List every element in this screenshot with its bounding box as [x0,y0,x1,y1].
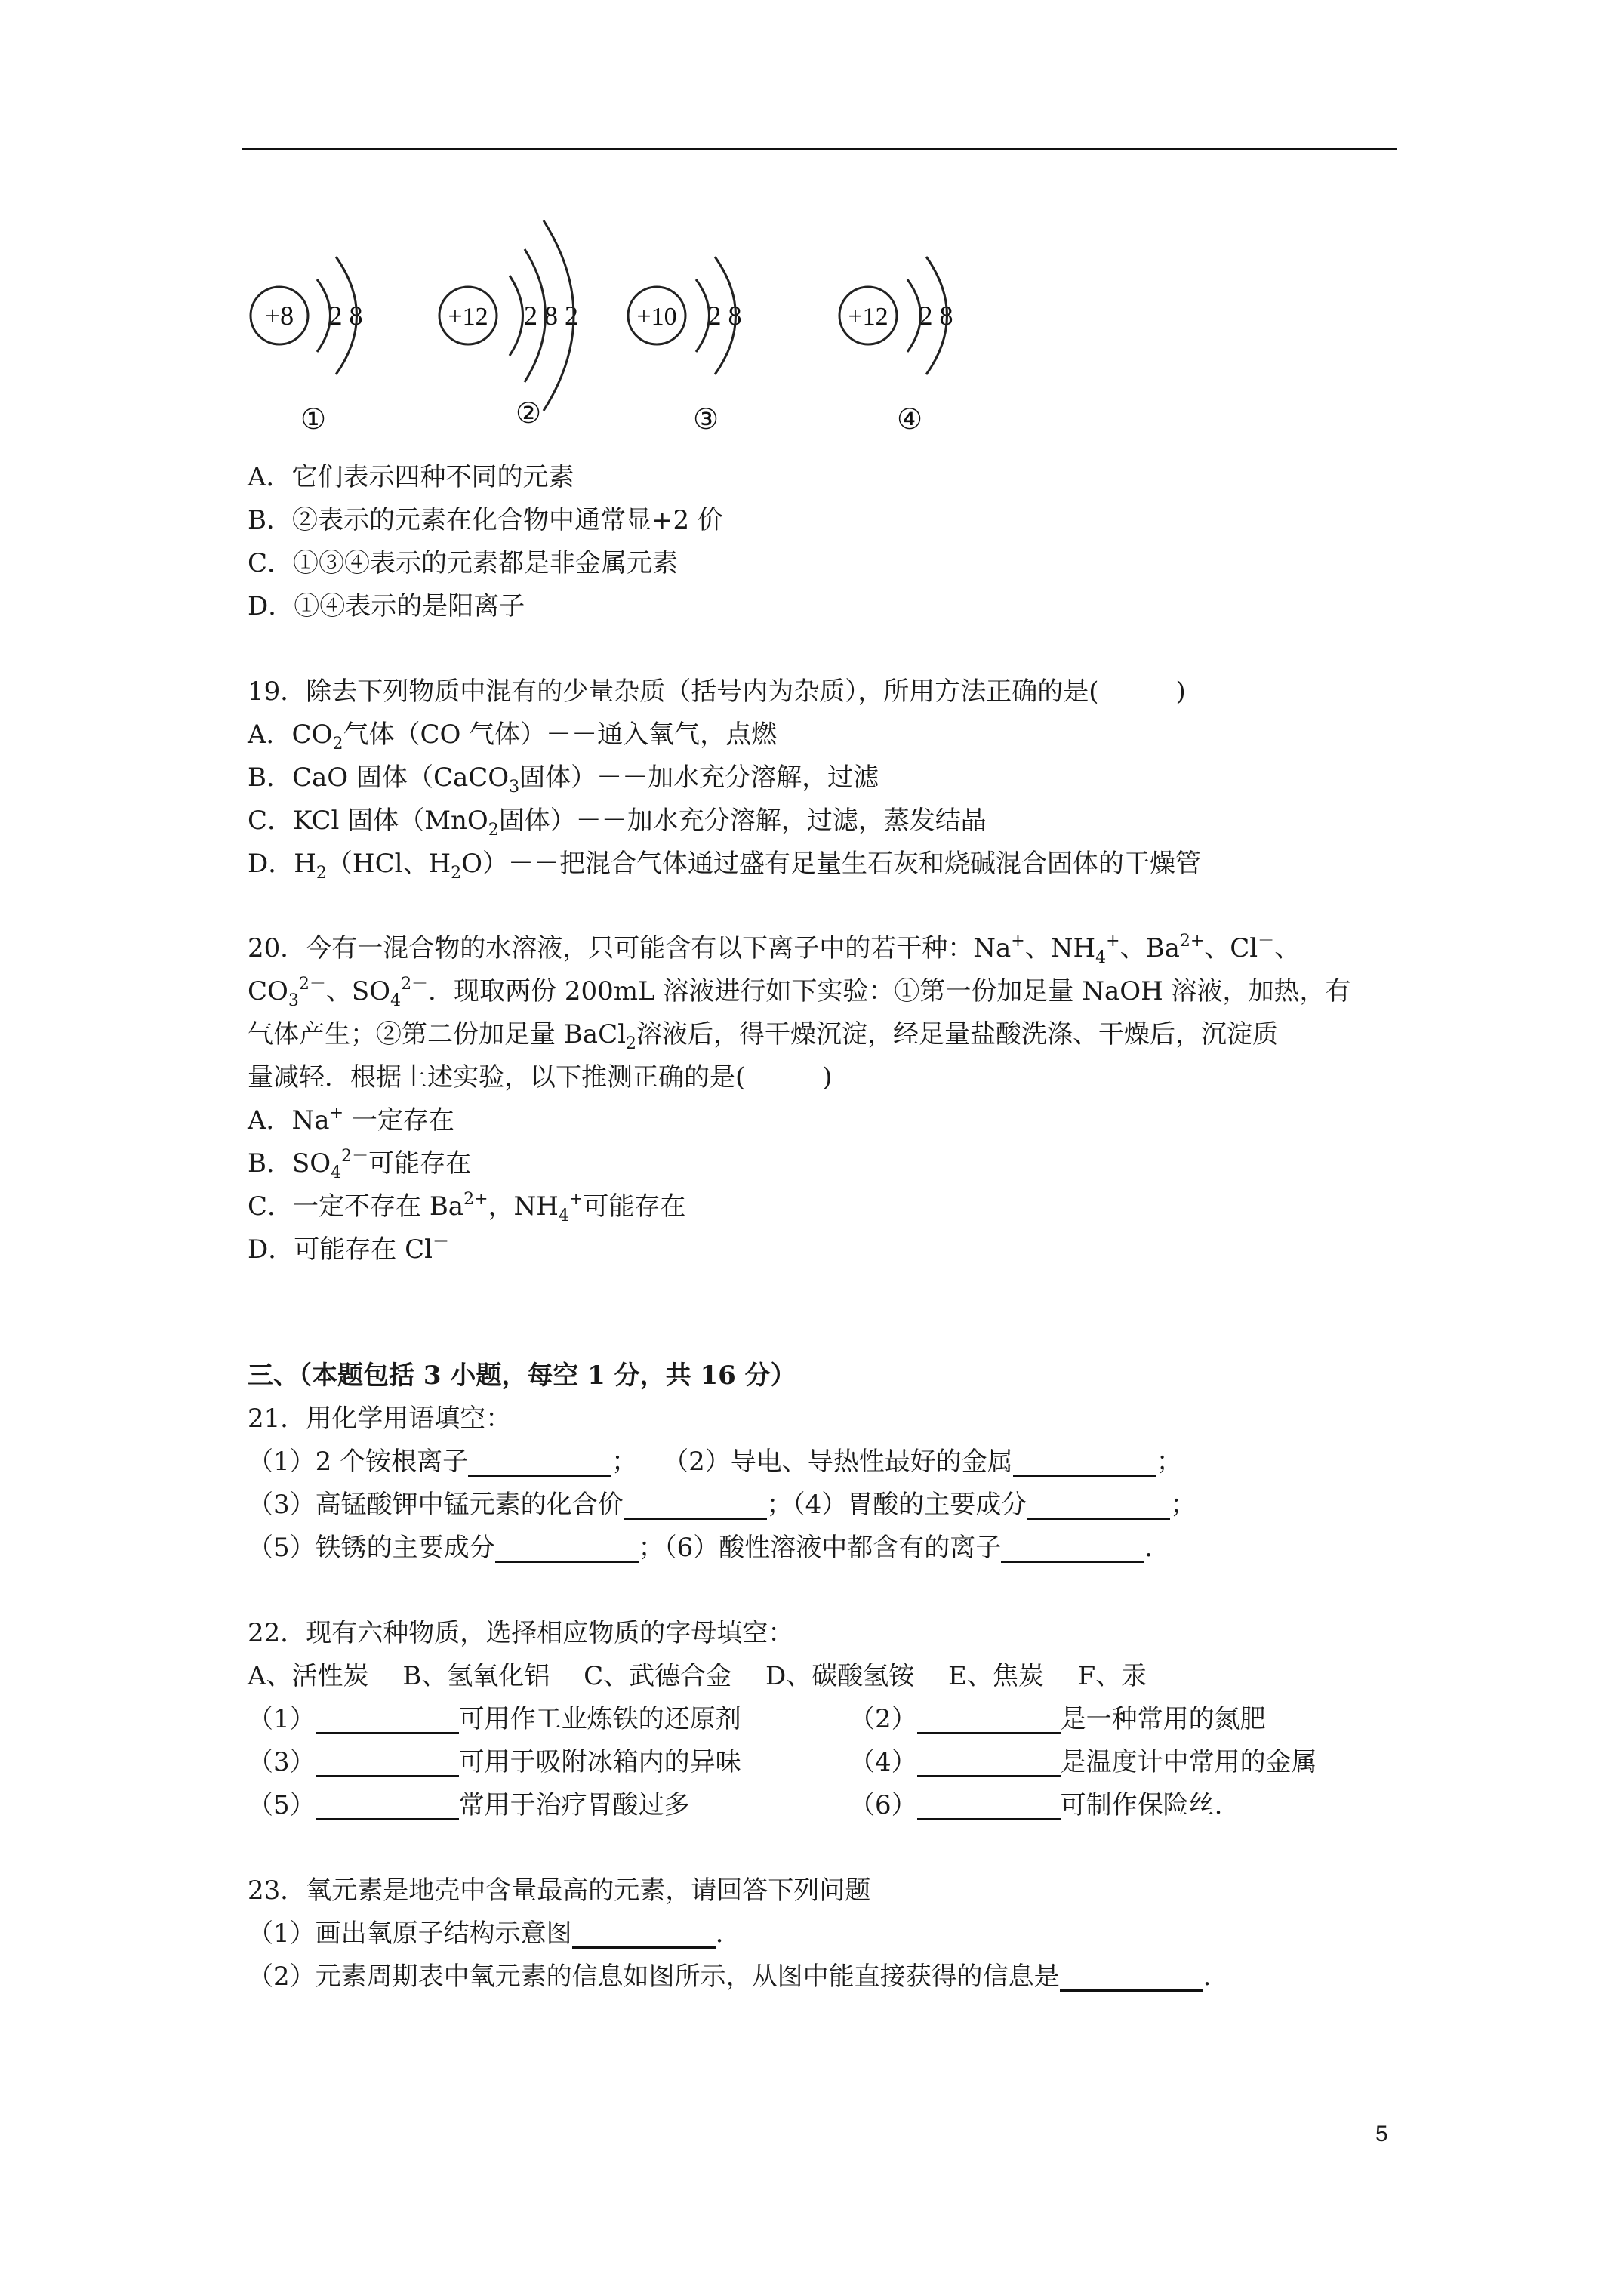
q22-row-2: （3） 可用于吸附冰箱内的异味 [248,1747,741,1777]
answer-blank[interactable] [495,1533,639,1563]
diagram-3-label: ③ [692,404,719,436]
page-number: 5 [1375,2122,1388,2147]
answer-blank[interactable] [1027,1490,1170,1520]
diagram-4-nucleus: +12 [848,303,888,331]
atomic-structure-diagrams [234,204,989,453]
diagram-2-label: ② [515,398,542,430]
q22-row-1-right: （2） 是一种常用的氮肥 [849,1704,1266,1734]
q21-stem: 21．用化学用语填空： [248,1404,512,1434]
q19-option-a: A．$CO_2$气体（CO 气体）－－通入氧气，点燃 [248,720,778,754]
q20-stem-line-1: 20．今有一混合物的水溶液，只可能含有以下离子中的若干种：Na+、$NH_4^+$、$Ba^{2+}$、Cl－、 [248,932,1301,967]
q22-options: A、活性炭 B、氢氧化铝 C、武德合金 D、碳酸氢铵 E、焦炭 F、汞 [248,1661,1147,1691]
answer-blank[interactable] [468,1447,611,1477]
q20-option-a: A．Na+ 一定存在 [248,1104,454,1136]
diagram-4-label: ④ [896,404,923,436]
q20-option-b: B．$SO_4^{2-}$可能存在 [248,1147,472,1182]
header-rule [242,148,1397,150]
diagram-2-nucleus: +12 [448,303,488,331]
q20-stem-line-4: 量减轻．根据上述实验，以下推测正确的是( ) [248,1062,833,1093]
diagram-2-shells: 2 8 2 [524,300,578,331]
q23-part-1: （1）画出氧原子结构示意图 . [248,1918,724,1949]
diagram-1-label: ① [300,404,327,436]
q21-row-2: （3）高锰酸钾中锰元素的化合价 ；（4）胃酸的主要成分 ； [248,1490,1196,1520]
answer-blank[interactable] [1060,1962,1203,1992]
q22-row-3: （5） 常用于治疗胃酸过多 [248,1790,690,1820]
answer-blank[interactable] [917,1748,1061,1777]
q18-option-b: B．②表示的元素在化合物中通常显+2 价 [248,505,723,535]
answer-blank[interactable] [572,1919,716,1949]
q22-row-1: （1） 可用作工业炼铁的还原剂 [248,1704,741,1734]
q21-row-3: （5）铁锈的主要成分 ；（6）酸性溶液中都含有的离子 ． [248,1533,1171,1563]
q22-row-3-right: （6） 可制作保险丝. [849,1790,1223,1820]
diagram-4 [839,257,953,436]
diagram-1 [251,257,363,436]
q22-stem: 22．现有六种物质，选择相应物质的字母填空： [248,1618,794,1648]
q23-stem: 23．氧元素是地壳中含量最高的元素，请回答下列问题 [248,1875,871,1906]
diagram-4-shells: 2 8 [919,300,953,331]
diagram-3-nucleus: +10 [636,303,677,331]
q20-stem-line-3: 气体产生；②第二份加足量 BaCl$_2$溶液后，得干燥沉淀，经足量盐酸洗涤、干燥后，沉淀质 [248,1019,1278,1053]
q20-option-d: D．可能存在 Cl－ [248,1233,449,1265]
q18-option-c: C．①③④表示的元素都是非金属元素 [248,548,679,578]
answer-blank[interactable] [316,1748,459,1777]
q21-row-1: （1）2 个铵根离子 ； （2）导电、导热性最好的金属 ； [248,1447,1182,1477]
diagram-3-shells: 2 8 [707,300,742,331]
answer-blank[interactable] [316,1791,459,1820]
q19-option-c: C．KCl 固体（MnO$_2$固体）－－加水充分溶解，过滤，蒸发结晶 [248,806,987,840]
q20-option-c: C．一定不存在 $Ba^{2+}$，$NH_4^+$可能存在 [248,1190,686,1225]
q19-option-d: D．$H_2(HCl$、$H_2O)--$把混合气体通过盛有足量生石灰和烧碱混合固体的干燥管 [248,849,1201,883]
diagram-3 [628,257,742,436]
answer-blank[interactable] [1013,1447,1156,1477]
answer-blank[interactable] [917,1791,1061,1820]
q20-stem-line-2: $CO_3^{2-}$、$SO_4^{2-}$．现取两份 200mL 溶液进行如下实验：①第一份加足量 NaOH 溶液，加热，有 [248,975,1351,1010]
q19-option-b: B．CaO 固体（CaCO$_3$固体）－－加水充分溶解，过滤 [248,763,879,797]
q23-part-2: （2）元素周期表中氧元素的信息如图所示，从图中能直接获得的信息是 . [248,1962,1212,1992]
q19-stem: 19．除去下列物质中混有的少量杂质（括号内为杂质），所用方法正确的是( ) [248,676,1186,707]
diagram-1-nucleus: +8 [264,300,294,331]
q22-row-2-right: （4） 是温度计中常用的金属 [849,1747,1317,1777]
section-3-heading: 三、（本题包括 3 小题，每空 1 分，共 16 分） [248,1361,796,1391]
answer-blank[interactable] [316,1705,459,1734]
answer-blank[interactable] [624,1490,767,1520]
q18-option-d: D．①④表示的是阳离子 [248,591,525,621]
answer-blank[interactable] [917,1705,1061,1734]
diagram-2 [439,220,578,430]
diagram-1-shells: 2 8 [328,300,363,331]
q18-option-a: A．它们表示四种不同的元素 [248,462,574,492]
answer-blank[interactable] [1001,1533,1144,1563]
